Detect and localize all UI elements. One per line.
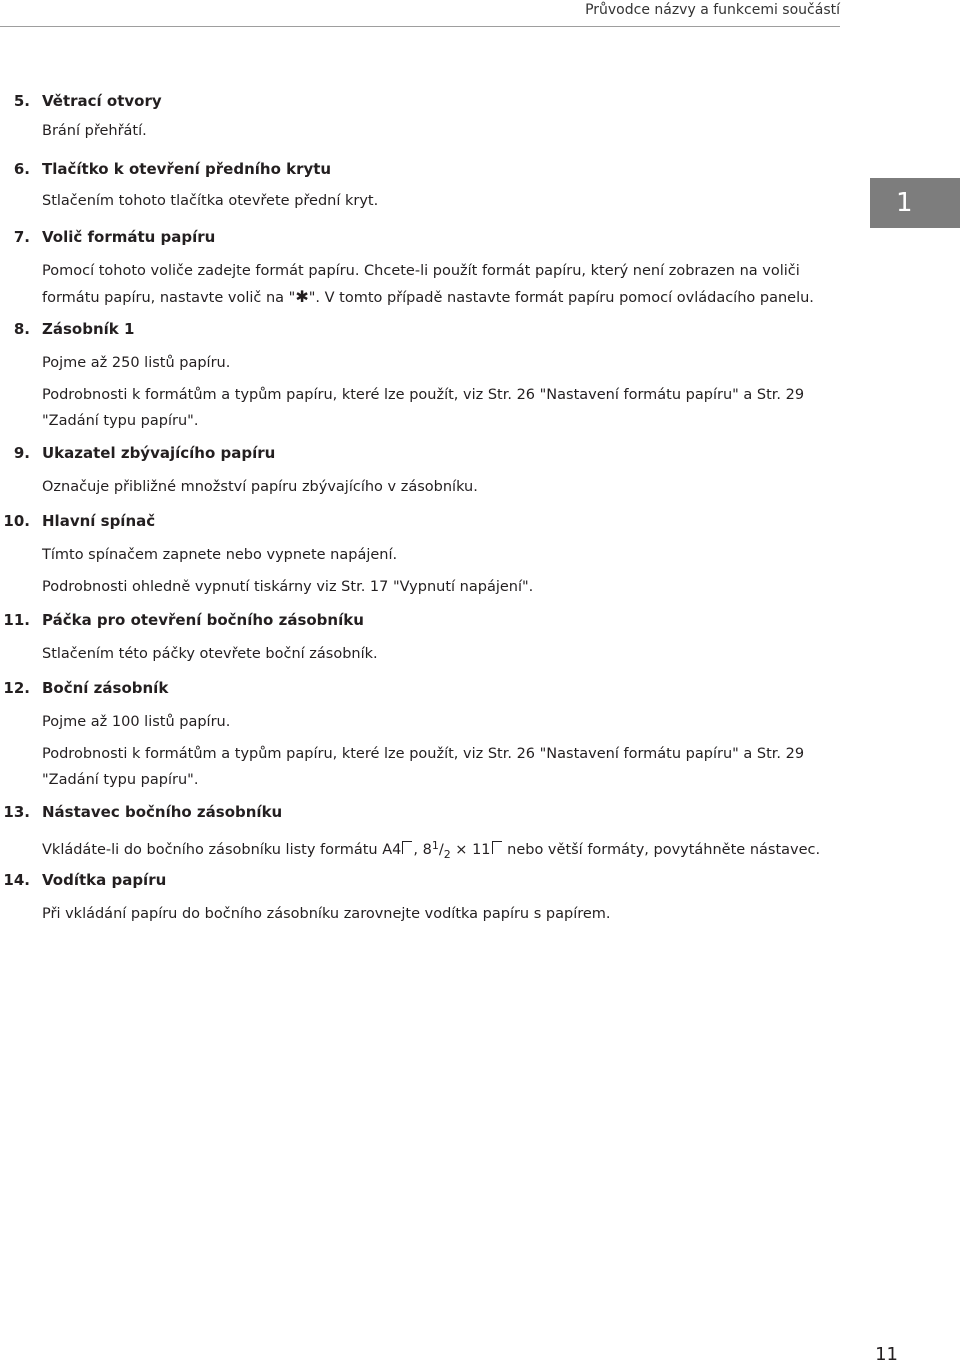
paper-orientation-icon [492, 841, 502, 854]
item-number: 7. [13, 228, 30, 246]
item-description [42, 350, 832, 434]
item-number: 11. [3, 611, 30, 629]
item-description [42, 709, 832, 793]
chapter-tab: 1 [870, 178, 960, 228]
item-title: Vodítka papíru [42, 871, 167, 889]
item-title: Tlačítko k otevření předního krytu [42, 160, 332, 178]
description-line: Stlačením této páčky otevřete boční zásobník. [42, 646, 378, 662]
item-title: Páčka pro otevření bočního zásobníku [42, 611, 364, 629]
description-line: Podrobnosti ohledně vypnutí tiskárny viz Str. 17 "Vypnutí napájení". [42, 579, 534, 595]
description-text: × 11 [450, 842, 491, 858]
description-text: , 8 [413, 842, 432, 858]
description-line: Při vkládání papíru do bočního zásobníku zarovnejte vodítka papíru s papírem. [42, 906, 611, 922]
item-number: 5. [13, 92, 30, 110]
fraction-numerator: 1 [431, 839, 439, 852]
page-number: 11 [875, 1344, 898, 1365]
item-description [42, 188, 832, 214]
description-line: Podrobnosti k formátům a typům papíru, které lze použít, viz Str. 26 "Nastavení formátu papíru" a Str. 29 [42, 746, 805, 762]
description-line: Pojme až 100 listů papíru. [42, 714, 231, 730]
description-line: Brání přehřátí. [42, 123, 147, 139]
header-title: Průvodce názvy a funkcemi součástí [585, 2, 840, 18]
description-line [42, 284, 832, 311]
item-description [42, 118, 832, 144]
item-description [42, 641, 832, 667]
item-number: 13. [3, 803, 30, 821]
item-title: Nástavec bočního zásobníku [42, 803, 283, 821]
item-description [42, 542, 832, 600]
description-line: Tímto spínačem zapnete nebo vypnete napájení. [42, 547, 398, 563]
paper-orientation-icon [402, 841, 412, 854]
description-line [42, 833, 832, 868]
description-line: Označuje přibližné množství papíru zbývajícího v zásobníku. [42, 479, 478, 495]
item-number: 14. [3, 871, 30, 889]
description-line: Pomocí tohoto voliče zadejte formát papíru. Chcete-li použít formát papíru, který není zobrazen na voliči [42, 263, 800, 279]
description-line: Stlačením tohoto tlačítka otevřete přední kryt. [42, 193, 379, 209]
description-line: Podrobnosti k formátům a typům papíru, které lze použít, viz Str. 26 "Nastavení formátu papíru" a Str. 29 [42, 387, 805, 403]
description-text: Vkládáte-li do bočního zásobníku listy formátu A4 [42, 842, 402, 858]
item-description [42, 901, 832, 927]
item-number: 8. [13, 320, 30, 338]
description-line: "Zadání typu papíru". [42, 772, 199, 788]
item-number: 9. [13, 444, 30, 462]
item-title: Větrací otvory [42, 92, 162, 110]
item-description [42, 833, 832, 868]
item-title: Zásobník 1 [42, 320, 135, 338]
description-text: nebo větší formáty, povytáhněte nástavec. [502, 842, 821, 858]
item-number: 12. [3, 679, 30, 697]
asterisk-icon: ✱ [295, 287, 309, 306]
item-number: 10. [3, 512, 30, 530]
item-title: Ukazatel zbývajícího papíru [42, 444, 276, 462]
item-title: Hlavní spínač [42, 512, 156, 530]
description-text: formátu papíru, nastavte volič na " [42, 290, 296, 306]
description-line: "Zadání typu papíru". [42, 413, 199, 429]
fraction-denominator: 2 [443, 848, 451, 861]
description-line: Pojme až 250 listů papíru. [42, 355, 231, 371]
item-number: 6. [13, 160, 30, 178]
fraction-slash: / [438, 842, 444, 858]
item-description [42, 258, 832, 311]
item-title: Boční zásobník [42, 679, 169, 697]
header-rule [0, 26, 840, 27]
item-title: Volič formátu papíru [42, 228, 216, 246]
item-description [42, 474, 832, 500]
description-text: ". V tomto případě nastavte formát papíru pomocí ovládacího panelu. [308, 290, 814, 306]
